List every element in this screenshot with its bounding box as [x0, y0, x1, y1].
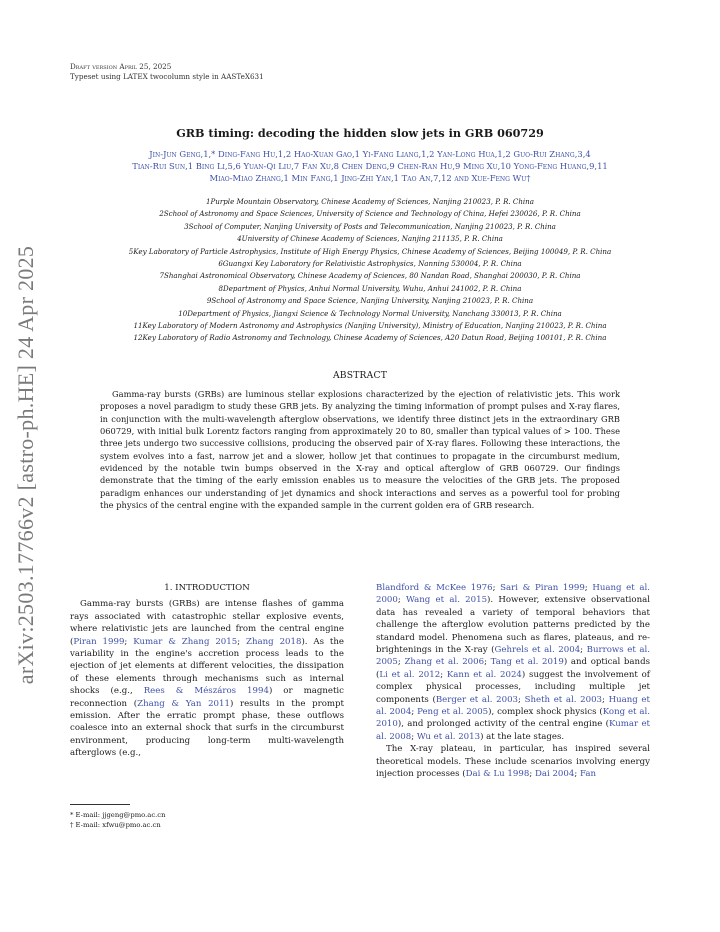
affiliation-item: 5Key Laboratory of Particle Astrophysics, Institute of High Energy Physics, Chinese Academy of Sciences, Beijing 100049, P. R. China: [128, 246, 612, 256]
text-run: ) and optical bands (: [376, 657, 650, 680]
text-run: ;: [492, 583, 501, 593]
citation-link[interactable]: Peng et al. 2005: [417, 707, 489, 718]
abstract-heading: ABSTRACT: [332, 370, 388, 381]
page-header: [70, 62, 264, 82]
text-run: ). However, extensive observational data has revealed a variety of temporal behaviors that challenge the afterglow evolution patterns predicted by the standard model. Phenomena such as flares, plateaus, and re-brightenings in the X-ray (: [376, 595, 650, 656]
left-column: [70, 582, 344, 760]
text-run: ;: [124, 636, 134, 647]
citation-link[interactable]: Kann et al. 2024: [446, 669, 522, 680]
affiliation-item: 10Department of Physics, Jiangxi Science & Technology Normal University, Nanchang 330013, P. R. China: [178, 308, 562, 318]
citation-link[interactable]: Sheth et al. 2003: [524, 694, 603, 705]
citation-link[interactable]: Zhang 2018: [246, 636, 302, 647]
text-run: ;: [529, 769, 535, 780]
author-list: [60, 148, 680, 185]
affiliation-item: 1Purple Mountain Observatory, Chinese Academy of Sciences, Nanjing 210023, P. R. China: [206, 197, 534, 206]
paper-title: GRB timing: decoding the hidden slow jets in GRB 060729: [176, 126, 544, 140]
citation-link[interactable]: Burrows et al. 2005: [376, 645, 650, 668]
affiliation-item: 3School of Computer, Nanjing University of Posts and Telecommunication, Nanjing 210023, P. R. China: [184, 221, 556, 231]
citation-link[interactable]: Rees & Mészáros 1994: [143, 686, 269, 697]
footnote-email-1: * E-mail: jjgeng@pmo.ac.cn: [70, 811, 166, 819]
affiliation-item: 8Department of Physics, Anhui Normal University, Wuhu, Anhui 241002, P. R. China: [218, 283, 522, 293]
section-heading-introduction: 1. INTRODUCTION: [164, 583, 250, 593]
affiliation-item: 2School of Astronomy and Space Sciences, University of Science and Technology of China, Hefei 230026, P. R. China: [159, 209, 581, 219]
draft-version-line: Draft version April 25, 2025: [70, 62, 172, 71]
text-run: ;: [580, 645, 587, 656]
intro-paragraph-2: [376, 743, 650, 780]
text-run: ;: [237, 636, 247, 647]
citation-link[interactable]: Tang et al. 2019: [490, 657, 564, 668]
arxiv-stamp-text: arXiv:2503.17766v2 [astro-ph.HE] 24 Apr 2025: [13, 245, 38, 685]
citation-link[interactable]: Zhang et al. 2006: [404, 657, 485, 668]
text-run: ) suggest the involvement of complex physical processes, including multiple jet components (: [376, 669, 650, 705]
text-run: ), and prolonged activity of the central engine (: [397, 719, 610, 730]
author-line-3: Miao-Miao Zhang,1 Min Fang,1 Jing-Zhi Yan,1 Tao An,7,12 and Xue-Feng Wu†: [209, 173, 531, 184]
intro-paragraph-1: [70, 598, 344, 759]
citation-link[interactable]: Gehrels et al. 2004: [494, 645, 581, 656]
citation-link[interactable]: Dai & Lu 1998: [465, 769, 530, 780]
citation-link[interactable]: Kumar & Zhang 2015: [133, 636, 238, 647]
citation-link[interactable]: Dai 2004: [534, 769, 575, 780]
text-run: ) at the late stages.: [480, 731, 565, 742]
text-run: ). As the variability in the engine's accretion process leads to the ejection of jet elements at different velocities, the dissipation of these elements through mechanisms such as internal shocks (e.g.,: [70, 636, 345, 697]
text-run: ;: [397, 657, 405, 668]
affiliation-list: [40, 196, 700, 345]
text-run: ;: [518, 694, 525, 705]
footnotes: [70, 810, 344, 830]
citation-link[interactable]: Kumar et al. 2008: [376, 719, 650, 742]
citation-link[interactable]: Huang et al. 2004: [376, 694, 650, 718]
citation-link[interactable]: Berger et al. 2003: [435, 694, 519, 705]
abstract-text: Gamma-ray bursts (GRBs) are luminous stellar explosions characterized by the ejection of relativistic jets. This work proposes a novel paradigm to study these GRB jets. By analyzing the timing information of prompt pulses and X-ray flares, in conjunction with the multi-wavelength afterglow observations, we identify three distinct jets in the extraordinary GRB 060729, with initial bulk Lorentz factors ranging from approximately 20 to 80, smaller than typical values of > 100. These three jets undergo two successive collisions, producing the observed pair of X-ray flares. Following these interactions, the system evolves into a fast, narrow jet and a slower, hollow jet that continues to propagate in the circumburst medium, evidenced by the notable twin bumps observed in the X-ray and optical afterglow of GRB 060729. Our findings demonstrate that the timing of the early emission enables us to measure the velocities of the GRB jets. The proposed paradigm enhances our understanding of jet dynamics and shock interactions and serves as a powerful tool for probing the physics of the central engine with the expanded sample in the current golden era of GRB research.: [100, 389, 620, 511]
citation-link[interactable]: Kong et al. 2010: [376, 707, 650, 730]
text-run: ;: [574, 769, 580, 780]
citation-link[interactable]: Wu et al. 2013: [416, 731, 481, 742]
text-run: ;: [602, 694, 609, 705]
citation-link[interactable]: Blandford & McKee 1976: [376, 583, 493, 593]
affiliation-item: 9School of Astronomy and Space Science, Nanjing University, Nanjing 210023, P. R. China: [206, 296, 534, 306]
affiliation-item: 11Key Laboratory of Modern Astronomy and Astrophysics (Nanjing University), Ministry of Education, Nanjing 210023, P. R. China: [133, 321, 607, 331]
author-line-1: Jin-Jun Geng,1,* Ding-Fang Hu,1,2 Hao-Xuan Gao,1 Yi-Fang Liang,1,2 Yan-Long Hua,1,2 Guo-Rui Zhang,3,4: [149, 149, 591, 159]
citation-link[interactable]: Huang et al. 2000: [376, 583, 650, 606]
text-run: The X-ray plateau, in particular, has inspired several theoretical models. These include scenarios involving energy injection processes (: [376, 744, 650, 780]
citation-link[interactable]: Li et al. 2012: [379, 669, 441, 680]
text-run: ;: [484, 657, 491, 668]
text-run: ), complex shock physics (: [488, 707, 603, 718]
intro-paragraph-1-continued: [376, 582, 650, 743]
author-line-2: Tian-Rui Sun,1 Bing Li,5,6 Yuan-Qi Liu,7 Fan Xu,8 Chen Deng,9 Chen-Ran Hu,9 Ming Xu,10 Yong-Feng Huang,9,11: [132, 161, 608, 172]
citation-link[interactable]: Zhang & Yan 2011: [137, 698, 230, 709]
text-run: ;: [411, 707, 418, 718]
right-column: [376, 582, 650, 781]
typeset-line: Typeset using LATEX twocolumn style in AASTeX631: [70, 72, 264, 81]
citation-link[interactable]: Piran 1999: [73, 636, 125, 647]
text-run: ;: [411, 731, 417, 742]
text-run: Gamma-ray bursts (GRBs) are intense flashes of gamma rays associated with catastrophic stellar explosive events, where relativistic jets are launched from the central engine (: [70, 599, 344, 647]
affiliation-item: 12Key Laboratory of Radio Astronomy and Technology, Chinese Academy of Sciences, A20 Datun Road, Beijing 100101, P. R. China: [133, 333, 607, 343]
text-run: ;: [397, 595, 407, 606]
citation-link[interactable]: Sari & Piran 1999: [500, 583, 585, 593]
citation-link[interactable]: Fan: [579, 769, 597, 780]
text-run: ;: [584, 583, 593, 593]
affiliation-item: 7Shanghai Astronomical Observatory, Chinese Academy of Sciences, 80 Nandan Road, Shanghai 200030, P. R. China: [159, 271, 581, 281]
affiliation-item: 4University of Chinese Academy of Sciences, Nanjing 211135, P. R. China: [237, 234, 503, 244]
text-run: ;: [440, 669, 447, 680]
affiliation-item: 6Guangxi Key Laboratory for Relativistic Astrophysics, Nanning 530004, P. R. China: [218, 259, 522, 269]
citation-link[interactable]: Wang et al. 2015: [406, 595, 488, 606]
footnote-email-2: † E-mail: xfwu@pmo.ac.cn: [70, 821, 161, 830]
text-run: ) or magnetic reconnection (: [70, 686, 344, 709]
text-run: ) results in the prompt emission. After the erratic prompt phase, these outflows coalesce into an external shock that surfs in the circumburst environment, producing long-term multi-wavelength afterglows (e.g.,: [70, 698, 345, 759]
footnote-rule: [70, 804, 130, 805]
